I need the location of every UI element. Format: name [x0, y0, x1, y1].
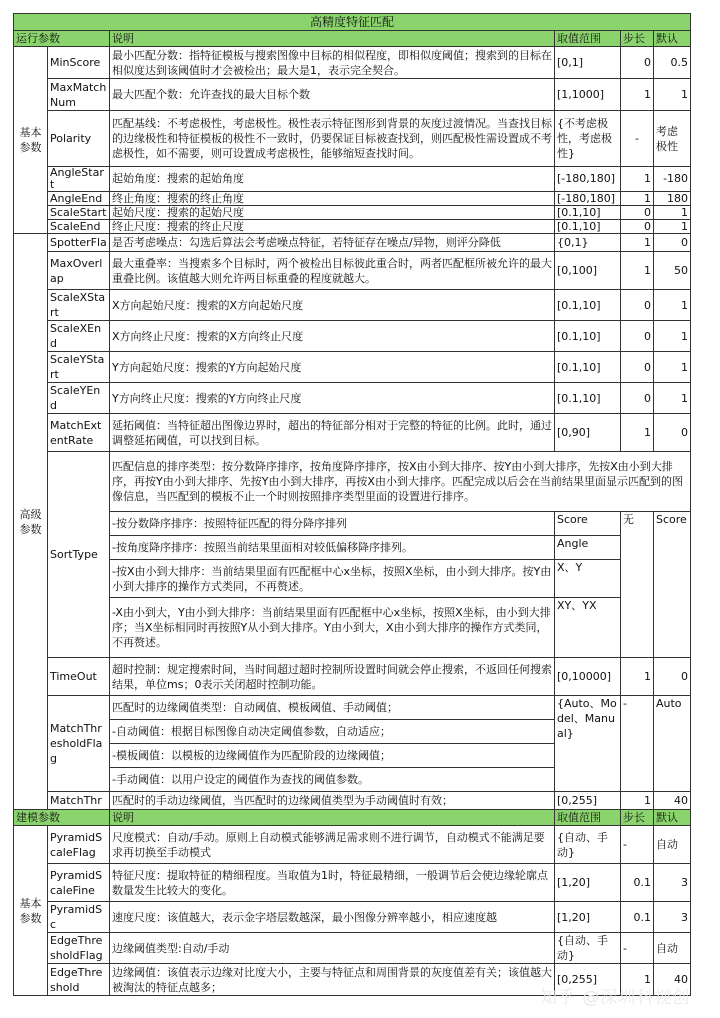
- param-desc: 超时控制：规定搜索时间，当时间超过超时控制所设置时间就会停止搜索，不返回任何搜索结果，单位ms；0表示关闭超时控制功能。: [110, 658, 555, 696]
- param-range: {自动、手动}: [555, 933, 621, 964]
- param-desc: Y方向起始尺度：搜索的Y方向起始尺度: [110, 352, 555, 383]
- param-desc: 延拓阈值：当特征超出图像边界时，超出的特征部分相对于完整的特征的比例。此时，通过调整延拓阈值，可以找到目标。: [110, 414, 555, 452]
- param-default: 40: [654, 792, 691, 810]
- param-step: 1: [621, 192, 654, 206]
- section-run-params: 运行参数: [14, 31, 110, 47]
- param-range: [0,255]: [555, 964, 621, 996]
- param-desc: 尺度模式：自动/手动。原则上自动模式能够满足需求则不进行调节，自动模式不能满足要求再切换至手动模式: [110, 826, 555, 864]
- param-name: PyramidScaleFlag: [48, 826, 110, 864]
- param-step: 1: [621, 792, 654, 810]
- param-default: 1: [654, 352, 691, 383]
- param-desc: 终止尺度：搜索的终止尺度: [110, 220, 555, 234]
- header-range-build: 取值范围: [555, 810, 621, 826]
- param-step: 1: [621, 79, 654, 111]
- param-name: TimeOut: [48, 658, 110, 696]
- param-step: 0.1: [621, 864, 654, 902]
- param-range: [0.1,10]: [555, 383, 621, 414]
- param-default: 0: [654, 234, 691, 252]
- param-desc: 最小匹配分数：指特征模板与搜索图像中目标的相似程度，即相似度阈值；搜索到的目标在相似度达到该阈值时才会被检出；最大是1，表示完全契合。: [110, 47, 555, 79]
- param-name: MatchExtentRate: [48, 414, 110, 452]
- param-name: ScaleYStart: [48, 352, 110, 383]
- param-desc: X方向终止尺度：搜索的X方向终止尺度: [110, 321, 555, 352]
- watermark: 知乎 @深圳科视创: [540, 988, 691, 1008]
- param-step: 无: [621, 512, 654, 658]
- param-default: 50: [654, 252, 691, 290]
- table-row: [14, 47, 691, 79]
- table-row: [14, 864, 691, 902]
- option-desc: -自动阈值：根据目标图像自动决定阈值参数，自动适应；: [110, 720, 555, 744]
- param-name: PyramidScaleFine: [48, 864, 110, 902]
- parameter-table: [13, 13, 690, 996]
- param-name: SpotterFla: [48, 234, 110, 252]
- param-desc: 匹配基线：不考虑极性，考虑极性。极性表示特征图形到背景的灰度过渡情况。当查找目标的边缘极性和特征模板的极性不一致时，仍要保证目标被查找到，则匹配极性需设置成不考虑极性，如不需要，则可设置成考虑极性，能够缩短查找时间。: [110, 111, 555, 167]
- header-default-build: 默认: [654, 810, 691, 826]
- param-range: [0,255]: [555, 792, 621, 810]
- table-row: [14, 352, 691, 383]
- table-row: [14, 321, 691, 352]
- param-default: 1: [654, 321, 691, 352]
- option-range: Score: [555, 512, 621, 536]
- table-row: [14, 192, 691, 206]
- param-name: ScaleYEnd: [48, 383, 110, 414]
- param-step: 1: [621, 414, 654, 452]
- param-range: [1,20]: [555, 902, 621, 933]
- param-range: {自动、手动}: [555, 826, 621, 864]
- table-row: [14, 206, 691, 220]
- param-desc: 匹配时的手动边缘阈值，当匹配时的边缘阈值类型为手动阈值时有效；: [110, 792, 555, 810]
- section-build-params: 建模参数: [14, 810, 110, 826]
- param-desc: 最大匹配个数：允许查找的最大目标个数: [110, 79, 555, 111]
- param-step: 1: [621, 234, 654, 252]
- table-row: [14, 696, 691, 720]
- param-step: 0: [621, 383, 654, 414]
- param-range: [0,100]: [555, 252, 621, 290]
- option-range: XY、YX: [555, 598, 621, 658]
- param-range: [0.1,10]: [555, 220, 621, 234]
- param-desc: 速度尺度：该值越大，表示金字塔层数越深，最小图像分辨率越小，相应速度越: [110, 902, 555, 933]
- group-build-basic: 基本参数: [14, 826, 48, 996]
- param-default: 自动: [654, 826, 691, 864]
- table-row: [14, 792, 691, 810]
- param-name: SortType: [48, 452, 110, 658]
- param-range: [1,1000]: [555, 79, 621, 111]
- param-name: MatchThresholdFlag: [48, 696, 110, 792]
- param-default: 0: [654, 414, 691, 452]
- param-step: 1: [621, 167, 654, 192]
- param-desc: 是否考虑噪点：勾选后算法会考虑噪点特征，若特征存在噪点/异物，则评分降低: [110, 234, 555, 252]
- param-range: [0,1]: [555, 47, 621, 79]
- param-step: 0: [621, 352, 654, 383]
- param-step: -: [621, 696, 654, 792]
- table-row: [14, 252, 691, 290]
- param-desc: 起始角度：搜索的起始角度: [110, 167, 555, 192]
- param-desc: 起始尺度：搜索的起始尺度: [110, 206, 555, 220]
- param-step: 1: [621, 658, 654, 696]
- param-default: 3: [654, 864, 691, 902]
- header-step-build: 步长: [621, 810, 654, 826]
- param-step: -: [621, 111, 654, 167]
- param-desc: 边缘阈值：该值表示边缘对比度大小，主要与特征点和周围背景的灰度值差有关；该值越大被淘汰的特征点越多；: [110, 964, 555, 996]
- param-name: MatchThr: [48, 792, 110, 810]
- table-row: [14, 79, 691, 111]
- option-desc: -X由小到大，Y由小到大排序：当前结果里面有匹配框中心x坐标，按照X坐标，由小到大排序；当X坐标相同时再按照Y从小到大排序。Y由小到大，X由小到大排序的操作方式类同，不再赘述。: [110, 598, 555, 658]
- table-title: 高精度特征匹配: [14, 14, 691, 31]
- param-default: Auto: [654, 696, 691, 792]
- param-name: MinScore: [48, 47, 110, 79]
- param-range: {0,1}: [555, 234, 621, 252]
- option-desc: -按角度降序排序：按照当前结果里面相对较低偏移降序排列。: [110, 536, 555, 560]
- param-desc: 特征尺度：提取特征的精细程度。当取值为1时，特征最精细，一般调节后会使边缘轮廓点数量发生比较大的变化。: [110, 864, 555, 902]
- table-row: [14, 452, 691, 512]
- param-step: 0: [621, 206, 654, 220]
- table-row: [14, 167, 691, 192]
- param-desc: X方向起始尺度：搜索的X方向起始尺度: [110, 290, 555, 321]
- table-row: [14, 598, 691, 658]
- param-step: 1: [621, 252, 654, 290]
- option-range: Angle: [555, 536, 621, 560]
- param-name: MaxMatchNum: [48, 79, 110, 111]
- header-desc: 说明: [110, 31, 555, 47]
- param-range: [0.1,10]: [555, 352, 621, 383]
- param-default: 考虑极性: [654, 111, 691, 167]
- table-row: [14, 902, 691, 933]
- table-row: [14, 560, 691, 598]
- param-desc: 终止角度：搜索的终止角度: [110, 192, 555, 206]
- param-default: 0: [654, 658, 691, 696]
- param-step: 1: [621, 964, 654, 996]
- param-default: 1: [654, 383, 691, 414]
- param-step: -: [621, 933, 654, 964]
- param-default: 0.5: [654, 47, 691, 79]
- param-step: 0: [621, 290, 654, 321]
- param-name: AngleStart: [48, 167, 110, 192]
- param-range: [0.1,10]: [555, 206, 621, 220]
- option-desc: -手动阈值：以用户设定的阈值作为查找的阈值参数。: [110, 768, 555, 792]
- param-default: 1: [654, 220, 691, 234]
- param-default: 1: [654, 79, 691, 111]
- param-range: {Auto、Model、Manual}: [555, 696, 621, 792]
- option-range: X、Y: [555, 560, 621, 598]
- table-row: [14, 933, 691, 964]
- param-default: 40: [654, 964, 691, 996]
- table-row: [14, 111, 691, 167]
- header-desc-build: 说明: [110, 810, 555, 826]
- table-row: [14, 290, 691, 321]
- param-name: AngleEnd: [48, 192, 110, 206]
- header-default: 默认: [654, 31, 691, 47]
- header-range: 取值范围: [555, 31, 621, 47]
- param-range: [0.1,10]: [555, 321, 621, 352]
- param-name: ScaleXEnd: [48, 321, 110, 352]
- param-default: 1: [654, 206, 691, 220]
- option-desc: -模板阈值：以模板的边缘阈值作为匹配阶段的边缘阈值；: [110, 744, 555, 768]
- param-step: 0: [621, 321, 654, 352]
- param-step: 0: [621, 220, 654, 234]
- param-range: [0.1,10]: [555, 290, 621, 321]
- param-name: ScaleEnd: [48, 220, 110, 234]
- param-desc: 最大重叠率：当搜索多个目标时，两个被检出目标彼此重合时，两者匹配框所被允许的最大重叠比例。该值越大则允许两目标重叠的程度就越大。: [110, 252, 555, 290]
- param-default: 180: [654, 192, 691, 206]
- table-row: [14, 383, 691, 414]
- param-name: PyramidSc: [48, 902, 110, 933]
- param-name: ScaleXStart: [48, 290, 110, 321]
- param-range: [-180,180]: [555, 167, 621, 192]
- param-default: -180: [654, 167, 691, 192]
- param-range: [0,90]: [555, 414, 621, 452]
- param-default: 自动: [654, 933, 691, 964]
- param-default: 3: [654, 902, 691, 933]
- group-basic: 基本参数: [14, 47, 48, 234]
- param-desc: Y方向终止尺度：搜索的Y方向终止尺度: [110, 383, 555, 414]
- option-desc: -按X由小到大排序：当前结果里面有匹配框中心x坐标，按照X坐标，由小到大排序。按Y由小到大排序的操作方式类同，不再赘述。: [110, 560, 555, 598]
- param-desc: 匹配信息的排序类型：按分数降序排序，按角度降序排序，按X由小到大排序、按Y由小到大排序，先按X由小到大排序，再按Y由小到大排序、先按Y由小到大排序，再按X由小到大排序。匹配完成以后会在当前结果里面显示匹配到的图像信息，当匹配到的模板不止一个时则按照排序类型里面的设置进行排序。: [110, 452, 691, 512]
- param-desc: 边缘阈值类型:自动/手动: [110, 933, 555, 964]
- table-row: [14, 220, 691, 234]
- header-step: 步长: [621, 31, 654, 47]
- table-row: [14, 414, 691, 452]
- table-row: [14, 658, 691, 696]
- group-advanced: 高级参数: [14, 234, 48, 810]
- param-step: 0.1: [621, 902, 654, 933]
- option-desc: -按分数降序排序：按照特征匹配的得分降序排列: [110, 512, 555, 536]
- param-default: Score: [654, 512, 691, 658]
- table-row: [14, 234, 691, 252]
- table-row: [14, 512, 691, 536]
- param-step: 0: [621, 47, 654, 79]
- param-name: ScaleStart: [48, 206, 110, 220]
- param-name: Polarity: [48, 111, 110, 167]
- table-row: [14, 826, 691, 864]
- param-name: EdgeThresholdFlag: [48, 933, 110, 964]
- param-range: [-180,180]: [555, 192, 621, 206]
- param-default: 1: [654, 290, 691, 321]
- param-range: [1,20]: [555, 864, 621, 902]
- param-name: EdgeThreshold: [48, 964, 110, 996]
- table-row: [14, 536, 691, 560]
- option-desc: 匹配时的边缘阈值类型：自动阈值、模板阈值、手动阈值；: [110, 696, 555, 720]
- param-range: [0,10000]: [555, 658, 621, 696]
- param-range: {不考虑极性，考虑极性}: [555, 111, 621, 167]
- param-name: MaxOverlap: [48, 252, 110, 290]
- param-step: -: [621, 826, 654, 864]
